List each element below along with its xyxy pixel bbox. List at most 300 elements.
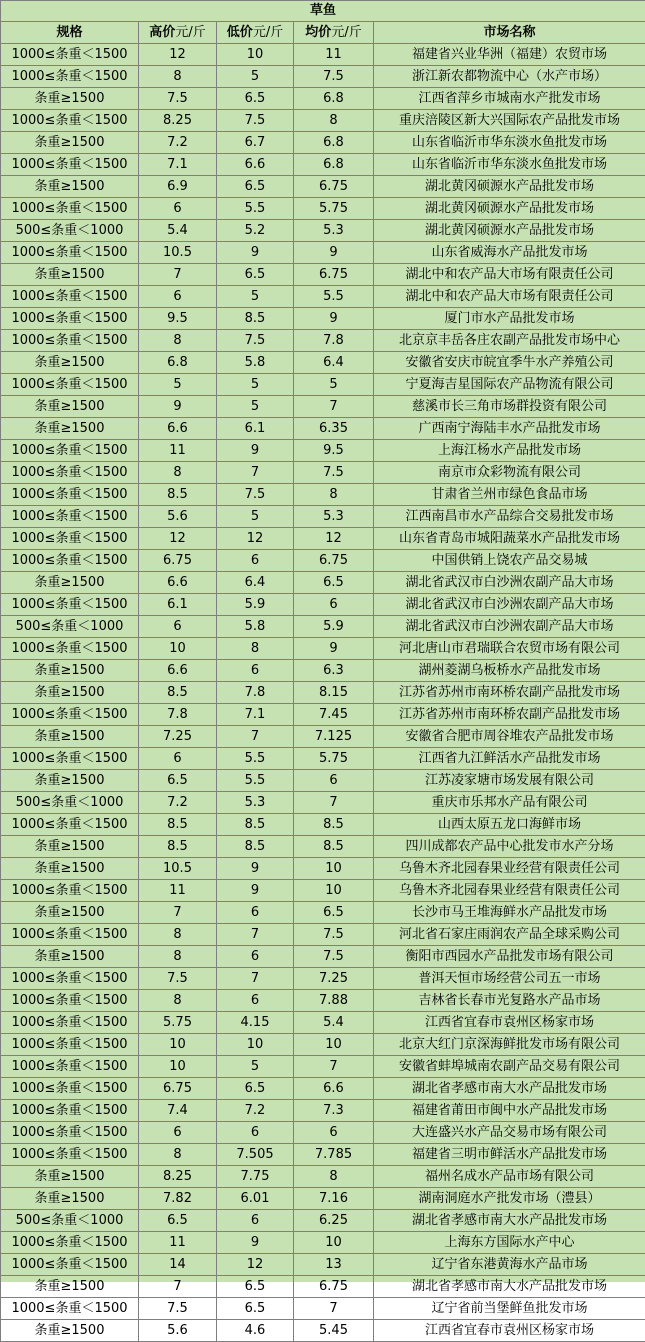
cell-low-price: 6 bbox=[217, 550, 294, 572]
cell-high-price: 9 bbox=[139, 396, 217, 418]
cell-low-price: 5.3 bbox=[217, 792, 294, 814]
cell-spec: 条重≥1500 bbox=[1, 132, 139, 154]
cell-high-price: 7.82 bbox=[139, 1188, 217, 1210]
cell-spec: 1000≤条重＜1500 bbox=[1, 1232, 139, 1254]
table-row bbox=[1, 374, 645, 396]
cell-spec: 1000≤条重＜1500 bbox=[1, 704, 139, 726]
table-row bbox=[1, 924, 645, 946]
cell-low-price: 6 bbox=[217, 990, 294, 1012]
cell-market: 北京京丰岳各庄农副产品批发市场中心 bbox=[374, 330, 645, 352]
cell-avg-price: 6.75 bbox=[294, 264, 374, 286]
cell-high-price: 8 bbox=[139, 990, 217, 1012]
cell-spec: 1000≤条重＜1500 bbox=[1, 484, 139, 506]
cell-spec: 1000≤条重＜1500 bbox=[1, 154, 139, 176]
cell-market: 安徽省合肥市周谷堆农产品批发市场 bbox=[374, 726, 645, 748]
cell-low-price: 5.8 bbox=[217, 616, 294, 638]
cell-low-price: 6.7 bbox=[217, 132, 294, 154]
header-avg-label: 均价 bbox=[305, 25, 331, 40]
cell-avg-price: 6 bbox=[294, 770, 374, 792]
table-row bbox=[1, 308, 645, 330]
cell-avg-price: 5.5 bbox=[294, 286, 374, 308]
table-row bbox=[1, 946, 645, 968]
table-row bbox=[1, 66, 645, 88]
cell-avg-price: 9 bbox=[294, 308, 374, 330]
cell-low-price: 5.5 bbox=[217, 748, 294, 770]
cell-avg-price: 7.88 bbox=[294, 990, 374, 1012]
cell-spec: 1000≤条重＜1500 bbox=[1, 1100, 139, 1122]
cell-market: 湖北黄冈硕源水产品批发市场 bbox=[374, 198, 645, 220]
table-row bbox=[1, 176, 645, 198]
table-row bbox=[1, 418, 645, 440]
cell-avg-price: 6.5 bbox=[294, 902, 374, 924]
cell-avg-price: 13 bbox=[294, 1254, 374, 1276]
cell-market: 乌鲁木齐北园春果业经营有限责任公司 bbox=[374, 880, 645, 902]
cell-low-price: 7.505 bbox=[217, 1144, 294, 1166]
cell-market: 湖北黄冈硕源水产品批发市场 bbox=[374, 220, 645, 242]
table-row bbox=[1, 220, 645, 242]
cell-low-price: 4.15 bbox=[217, 1012, 294, 1034]
cell-spec: 1000≤条重＜1500 bbox=[1, 924, 139, 946]
cell-avg-price: 6.8 bbox=[294, 88, 374, 110]
cell-high-price: 6.6 bbox=[139, 660, 217, 682]
cell-spec: 1000≤条重＜1500 bbox=[1, 1144, 139, 1166]
cell-market: 湖北省武汉市白沙洲农副产品大市场 bbox=[374, 616, 645, 638]
cell-high-price: 7.2 bbox=[139, 132, 217, 154]
table-row bbox=[1, 550, 645, 572]
cell-avg-price: 6.6 bbox=[294, 1078, 374, 1100]
cell-spec: 500≤条重＜1000 bbox=[1, 1210, 139, 1232]
header-low-label: 低价 bbox=[227, 25, 253, 40]
cell-low-price: 7.8 bbox=[217, 682, 294, 704]
header-avg-unit: 元/斤 bbox=[331, 25, 361, 40]
table-row bbox=[1, 990, 645, 1012]
cell-spec: 条重≥1500 bbox=[1, 1166, 139, 1188]
cell-high-price: 8 bbox=[139, 1144, 217, 1166]
cell-spec: 条重≥1500 bbox=[1, 726, 139, 748]
cell-low-price: 7 bbox=[217, 924, 294, 946]
table-row bbox=[1, 836, 645, 858]
table-row bbox=[1, 968, 645, 990]
cell-low-price: 5.8 bbox=[217, 352, 294, 374]
cell-avg-price: 8 bbox=[294, 1166, 374, 1188]
cell-high-price: 12 bbox=[139, 44, 217, 66]
cell-high-price: 6.75 bbox=[139, 550, 217, 572]
cell-spec: 条重≥1500 bbox=[1, 1320, 139, 1342]
cell-avg-price: 6.4 bbox=[294, 352, 374, 374]
cell-spec: 条重≥1500 bbox=[1, 858, 139, 880]
table-row bbox=[1, 1254, 645, 1276]
cell-market: 甘肃省兰州市绿色食品市场 bbox=[374, 484, 645, 506]
cell-low-price: 6.5 bbox=[217, 1298, 294, 1320]
cell-low-price: 5.5 bbox=[217, 198, 294, 220]
cell-avg-price: 6.5 bbox=[294, 572, 374, 594]
cell-spec: 1000≤条重＜1500 bbox=[1, 462, 139, 484]
cell-market: 湖北省武汉市白沙洲农副产品大市场 bbox=[374, 594, 645, 616]
cell-avg-price: 7.125 bbox=[294, 726, 374, 748]
cell-spec: 条重≥1500 bbox=[1, 352, 139, 374]
cell-avg-price: 8.5 bbox=[294, 836, 374, 858]
cell-high-price: 8 bbox=[139, 946, 217, 968]
table-row bbox=[1, 638, 645, 660]
cell-avg-price: 7 bbox=[294, 1056, 374, 1078]
cell-avg-price: 6.8 bbox=[294, 132, 374, 154]
cell-low-price: 6 bbox=[217, 902, 294, 924]
cell-spec: 1000≤条重＜1500 bbox=[1, 330, 139, 352]
cell-market: 湖北中和农产品大市场有限责任公司 bbox=[374, 264, 645, 286]
cell-spec: 条重≥1500 bbox=[1, 396, 139, 418]
cell-avg-price: 7.3 bbox=[294, 1100, 374, 1122]
cell-high-price: 6.5 bbox=[139, 1210, 217, 1232]
cell-avg-price: 6.75 bbox=[294, 1276, 374, 1298]
cell-high-price: 14 bbox=[139, 1254, 217, 1276]
cell-high-price: 7.5 bbox=[139, 1298, 217, 1320]
cell-low-price: 5 bbox=[217, 286, 294, 308]
cell-avg-price: 7.8 bbox=[294, 330, 374, 352]
cell-market: 厦门市水产品批发市场 bbox=[374, 308, 645, 330]
title-row bbox=[1, 1, 645, 22]
cell-avg-price: 7 bbox=[294, 792, 374, 814]
table-row bbox=[1, 902, 645, 924]
table-row bbox=[1, 1012, 645, 1034]
cell-low-price: 9 bbox=[217, 858, 294, 880]
cell-low-price: 10 bbox=[217, 44, 294, 66]
table-row bbox=[1, 880, 645, 902]
cell-high-price: 8.5 bbox=[139, 836, 217, 858]
cell-high-price: 10 bbox=[139, 638, 217, 660]
cell-low-price: 6 bbox=[217, 1122, 294, 1144]
cell-high-price: 7 bbox=[139, 264, 217, 286]
cell-spec: 条重≥1500 bbox=[1, 176, 139, 198]
cell-market: 湖州菱湖乌板桥水产品批发市场 bbox=[374, 660, 645, 682]
table-row bbox=[1, 286, 645, 308]
table-row bbox=[1, 1276, 645, 1298]
cell-low-price: 6.4 bbox=[217, 572, 294, 594]
cell-spec: 1000≤条重＜1500 bbox=[1, 880, 139, 902]
cell-market: 福建省莆田市闽中水产品批发市场 bbox=[374, 1100, 645, 1122]
cell-high-price: 12 bbox=[139, 528, 217, 550]
table-head bbox=[1, 1, 645, 44]
table-row bbox=[1, 1056, 645, 1078]
table-row bbox=[1, 1320, 645, 1342]
cell-spec: 1000≤条重＜1500 bbox=[1, 528, 139, 550]
cell-low-price: 5 bbox=[217, 66, 294, 88]
cell-spec: 1000≤条重＜1500 bbox=[1, 990, 139, 1012]
cell-avg-price: 5.3 bbox=[294, 506, 374, 528]
cell-high-price: 5.4 bbox=[139, 220, 217, 242]
cell-avg-price: 10 bbox=[294, 1034, 374, 1056]
cell-avg-price: 9 bbox=[294, 638, 374, 660]
header-market: 市场名称 bbox=[374, 22, 645, 44]
cell-market: 福州名成水产品市场有限公司 bbox=[374, 1166, 645, 1188]
cell-market: 湖北省孝感市南大水产品批发市场 bbox=[374, 1210, 645, 1232]
cell-spec: 1000≤条重＜1500 bbox=[1, 1034, 139, 1056]
cell-spec: 条重≥1500 bbox=[1, 660, 139, 682]
cell-avg-price: 5.75 bbox=[294, 748, 374, 770]
table-row bbox=[1, 242, 645, 264]
cell-low-price: 5 bbox=[217, 506, 294, 528]
cell-low-price: 8.5 bbox=[217, 308, 294, 330]
cell-avg-price: 9.5 bbox=[294, 440, 374, 462]
cell-low-price: 7 bbox=[217, 462, 294, 484]
cell-high-price: 8.25 bbox=[139, 110, 217, 132]
cell-market: 江苏凌家塘市场发展有限公司 bbox=[374, 770, 645, 792]
table-row bbox=[1, 858, 645, 880]
cell-avg-price: 5.9 bbox=[294, 616, 374, 638]
table-row bbox=[1, 1298, 645, 1320]
cell-low-price: 12 bbox=[217, 1254, 294, 1276]
cell-market: 福建省三明市鲜活水产品批发市场 bbox=[374, 1144, 645, 1166]
cell-high-price: 5 bbox=[139, 374, 217, 396]
header-avg-price bbox=[294, 22, 374, 44]
table-row bbox=[1, 528, 645, 550]
cell-avg-price: 7.45 bbox=[294, 704, 374, 726]
cell-high-price: 6 bbox=[139, 286, 217, 308]
cell-high-price: 5.6 bbox=[139, 1320, 217, 1342]
table-row bbox=[1, 682, 645, 704]
cell-high-price: 6 bbox=[139, 616, 217, 638]
table-row bbox=[1, 1100, 645, 1122]
cell-market: 湖北省孝感市南大水产品批发市场 bbox=[374, 1276, 645, 1298]
table-row bbox=[1, 770, 645, 792]
cell-spec: 条重≥1500 bbox=[1, 836, 139, 858]
table-row bbox=[1, 726, 645, 748]
cell-low-price: 8.5 bbox=[217, 814, 294, 836]
cell-avg-price: 5.45 bbox=[294, 1320, 374, 1342]
cell-high-price: 6.75 bbox=[139, 1078, 217, 1100]
cell-spec: 1000≤条重＜1500 bbox=[1, 440, 139, 462]
cell-spec: 1000≤条重＜1500 bbox=[1, 638, 139, 660]
table-row bbox=[1, 660, 645, 682]
cell-market: 江苏省苏州市南环桥农副产品批发市场 bbox=[374, 704, 645, 726]
table-row bbox=[1, 330, 645, 352]
cell-high-price: 7.1 bbox=[139, 154, 217, 176]
cell-high-price: 8.5 bbox=[139, 484, 217, 506]
cell-market: 河北省石家庄雨润农产品全球采购公司 bbox=[374, 924, 645, 946]
cell-spec: 1000≤条重＜1500 bbox=[1, 1298, 139, 1320]
cell-low-price: 8.5 bbox=[217, 836, 294, 858]
cell-market: 广西南宁海陆丰水产品批发市场 bbox=[374, 418, 645, 440]
cell-high-price: 7.8 bbox=[139, 704, 217, 726]
cell-market: 慈溪市长三角市场群投资有限公司 bbox=[374, 396, 645, 418]
cell-market: 江西省九江鲜活水产品批发市场 bbox=[374, 748, 645, 770]
cell-avg-price: 8.5 bbox=[294, 814, 374, 836]
cell-avg-price: 5 bbox=[294, 374, 374, 396]
cell-spec: 条重≥1500 bbox=[1, 1188, 139, 1210]
cell-avg-price: 7.16 bbox=[294, 1188, 374, 1210]
cell-high-price: 11 bbox=[139, 440, 217, 462]
cell-high-price: 6.6 bbox=[139, 572, 217, 594]
cell-avg-price: 7.5 bbox=[294, 66, 374, 88]
cell-avg-price: 6.75 bbox=[294, 176, 374, 198]
table-row bbox=[1, 814, 645, 836]
cell-market: 四川成都农产品中心批发市水产分场 bbox=[374, 836, 645, 858]
table-row bbox=[1, 572, 645, 594]
cell-spec: 1000≤条重＜1500 bbox=[1, 1012, 139, 1034]
table-row bbox=[1, 1122, 645, 1144]
cell-high-price: 10 bbox=[139, 1034, 217, 1056]
cell-high-price: 10.5 bbox=[139, 858, 217, 880]
cell-spec: 500≤条重＜1000 bbox=[1, 792, 139, 814]
cell-high-price: 7 bbox=[139, 1276, 217, 1298]
cell-market: 普洱天恒市场经营公司五一市场 bbox=[374, 968, 645, 990]
cell-high-price: 7.2 bbox=[139, 792, 217, 814]
table-row bbox=[1, 704, 645, 726]
cell-high-price: 6 bbox=[139, 1122, 217, 1144]
table-row bbox=[1, 462, 645, 484]
cell-market: 中国供销上饶农产品交易城 bbox=[374, 550, 645, 572]
cell-market: 山东省威海水产品批发市场 bbox=[374, 242, 645, 264]
cell-avg-price: 5.75 bbox=[294, 198, 374, 220]
table-row bbox=[1, 616, 645, 638]
cell-spec: 条重≥1500 bbox=[1, 902, 139, 924]
table-row bbox=[1, 352, 645, 374]
cell-market: 辽宁省前当堡鲜鱼批发市场 bbox=[374, 1298, 645, 1320]
cell-avg-price: 11 bbox=[294, 44, 374, 66]
cell-market: 山东省青岛市城阳蔬菜水产品批发市场 bbox=[374, 528, 645, 550]
cell-spec: 1000≤条重＜1500 bbox=[1, 506, 139, 528]
table-row bbox=[1, 748, 645, 770]
cell-market: 北京大红门京深海鲜批发市场有限公司 bbox=[374, 1034, 645, 1056]
cell-high-price: 8.5 bbox=[139, 682, 217, 704]
cell-market: 重庆市乐邦水产品有限公司 bbox=[374, 792, 645, 814]
cell-market: 宁夏海吉星国际农产品物流有限公司 bbox=[374, 374, 645, 396]
cell-low-price: 6.5 bbox=[217, 264, 294, 286]
table-row bbox=[1, 154, 645, 176]
table-title: 草鱼 bbox=[1, 1, 645, 22]
cell-spec: 1000≤条重＜1500 bbox=[1, 66, 139, 88]
cell-avg-price: 6.3 bbox=[294, 660, 374, 682]
cell-spec: 条重≥1500 bbox=[1, 770, 139, 792]
cell-low-price: 7.75 bbox=[217, 1166, 294, 1188]
cell-spec: 1000≤条重＜1500 bbox=[1, 198, 139, 220]
table-row bbox=[1, 264, 645, 286]
cell-market: 长沙市马王堆海鲜水产品批发市场 bbox=[374, 902, 645, 924]
cell-spec: 条重≥1500 bbox=[1, 682, 139, 704]
cell-market: 江西南昌市水产品综合交易批发市场 bbox=[374, 506, 645, 528]
cell-spec: 1000≤条重＜1500 bbox=[1, 1078, 139, 1100]
table-row bbox=[1, 396, 645, 418]
cell-avg-price: 8 bbox=[294, 484, 374, 506]
cell-low-price: 5.9 bbox=[217, 594, 294, 616]
table-row bbox=[1, 594, 645, 616]
cell-avg-price: 8 bbox=[294, 110, 374, 132]
table-row bbox=[1, 44, 645, 66]
cell-low-price: 9 bbox=[217, 440, 294, 462]
cell-low-price: 6.6 bbox=[217, 154, 294, 176]
cell-avg-price: 6.75 bbox=[294, 550, 374, 572]
cell-spec: 1000≤条重＜1500 bbox=[1, 968, 139, 990]
cell-avg-price: 7.25 bbox=[294, 968, 374, 990]
cell-high-price: 8 bbox=[139, 924, 217, 946]
cell-avg-price: 7.785 bbox=[294, 1144, 374, 1166]
header-low-unit: 元/斤 bbox=[253, 25, 283, 40]
cell-low-price: 6 bbox=[217, 1210, 294, 1232]
cell-market: 安徽省蚌埠城南农副产品交易有限公司 bbox=[374, 1056, 645, 1078]
cell-low-price: 6 bbox=[217, 946, 294, 968]
cell-spec: 1000≤条重＜1500 bbox=[1, 286, 139, 308]
cell-avg-price: 7 bbox=[294, 396, 374, 418]
cell-high-price: 7.4 bbox=[139, 1100, 217, 1122]
table-row bbox=[1, 792, 645, 814]
cell-market: 山东省临沂市华东淡水鱼批发市场 bbox=[374, 154, 645, 176]
cell-low-price: 7.5 bbox=[217, 110, 294, 132]
cell-low-price: 9 bbox=[217, 1232, 294, 1254]
cell-high-price: 11 bbox=[139, 880, 217, 902]
cell-avg-price: 7.5 bbox=[294, 462, 374, 484]
cell-market: 江西省宜春市袁州区杨家市场 bbox=[374, 1012, 645, 1034]
cell-low-price: 6.5 bbox=[217, 1078, 294, 1100]
cell-high-price: 7.5 bbox=[139, 88, 217, 110]
cell-low-price: 7.5 bbox=[217, 330, 294, 352]
header-spec: 规格 bbox=[1, 22, 139, 44]
cell-high-price: 8 bbox=[139, 66, 217, 88]
cell-avg-price: 7 bbox=[294, 1298, 374, 1320]
cell-spec: 条重≥1500 bbox=[1, 418, 139, 440]
cell-low-price: 5.2 bbox=[217, 220, 294, 242]
cell-market: 湖南洞庭水产批发市场（澧县） bbox=[374, 1188, 645, 1210]
cell-low-price: 7 bbox=[217, 968, 294, 990]
cell-market: 福建省兴业华洲（福建）农贸市场 bbox=[374, 44, 645, 66]
cell-spec: 1000≤条重＜1500 bbox=[1, 374, 139, 396]
cell-market: 吉林省长春市光复路水产品市场 bbox=[374, 990, 645, 1012]
cell-low-price: 4.6 bbox=[217, 1320, 294, 1342]
cell-avg-price: 5.3 bbox=[294, 220, 374, 242]
cell-market: 衡阳市西园水产品批发市场有限公司 bbox=[374, 946, 645, 968]
cell-spec: 条重≥1500 bbox=[1, 264, 139, 286]
cell-low-price: 6.5 bbox=[217, 88, 294, 110]
cell-spec: 1000≤条重＜1500 bbox=[1, 748, 139, 770]
cell-low-price: 5 bbox=[217, 396, 294, 418]
header-row bbox=[1, 22, 645, 44]
cell-avg-price: 10 bbox=[294, 880, 374, 902]
cell-avg-price: 6.25 bbox=[294, 1210, 374, 1232]
cell-avg-price: 6 bbox=[294, 594, 374, 616]
cell-low-price: 7.1 bbox=[217, 704, 294, 726]
cell-high-price: 6.5 bbox=[139, 770, 217, 792]
cell-low-price: 5 bbox=[217, 1056, 294, 1078]
cell-high-price: 6.8 bbox=[139, 352, 217, 374]
cell-spec: 条重≥1500 bbox=[1, 1276, 139, 1298]
cell-spec: 1000≤条重＜1500 bbox=[1, 308, 139, 330]
cell-low-price: 6 bbox=[217, 660, 294, 682]
cell-avg-price: 10 bbox=[294, 858, 374, 880]
cell-spec: 条重≥1500 bbox=[1, 572, 139, 594]
cell-avg-price: 6.35 bbox=[294, 418, 374, 440]
cell-market: 江西省宜春市袁州区杨家市场 bbox=[374, 1320, 645, 1342]
cell-high-price: 6.1 bbox=[139, 594, 217, 616]
cell-low-price: 6.1 bbox=[217, 418, 294, 440]
cell-low-price: 8 bbox=[217, 638, 294, 660]
cell-avg-price: 6.8 bbox=[294, 154, 374, 176]
cell-spec: 条重≥1500 bbox=[1, 946, 139, 968]
cell-high-price: 10.5 bbox=[139, 242, 217, 264]
cell-spec: 1000≤条重＜1500 bbox=[1, 1254, 139, 1276]
table-row bbox=[1, 110, 645, 132]
cell-high-price: 7 bbox=[139, 902, 217, 924]
cell-spec: 500≤条重＜1000 bbox=[1, 616, 139, 638]
cell-avg-price: 10 bbox=[294, 1232, 374, 1254]
cell-market: 浙江新农都物流中心（水产市场） bbox=[374, 66, 645, 88]
cell-market: 江西省萍乡市城南水产批发市场 bbox=[374, 88, 645, 110]
cell-high-price: 6 bbox=[139, 198, 217, 220]
table-row bbox=[1, 1210, 645, 1232]
cell-spec: 1000≤条重＜1500 bbox=[1, 44, 139, 66]
table-row bbox=[1, 506, 645, 528]
cell-spec: 1000≤条重＜1500 bbox=[1, 594, 139, 616]
table-row bbox=[1, 88, 645, 110]
cell-market: 山东省临沂市华东淡水鱼批发市场 bbox=[374, 132, 645, 154]
cell-high-price: 8.5 bbox=[139, 814, 217, 836]
